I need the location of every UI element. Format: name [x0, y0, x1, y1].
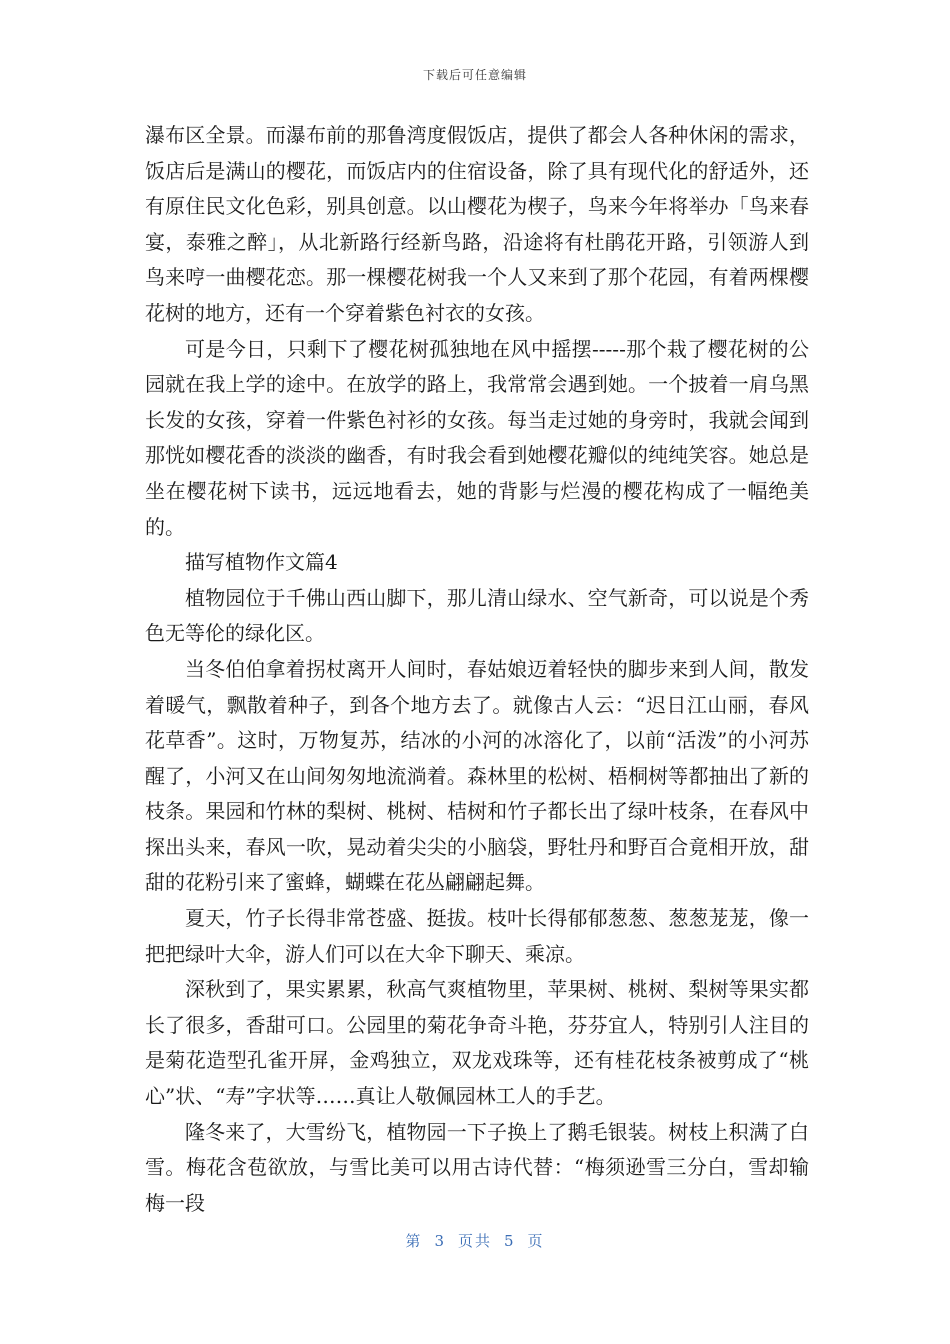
- paragraph: 隆冬来了，大雪纷飞，植物园一下子换上了鹅毛银装。树枝上积满了白雪。梅花含苞欲放，与雪比美可以用古诗代替：“梅须逊雪三分白，雪却输梅一段: [145, 1119, 809, 1215]
- current-page-number: 3: [434, 1232, 446, 1250]
- footer-prefix: 第: [405, 1232, 423, 1250]
- section-heading: 描写植物作文篇4: [185, 550, 338, 575]
- header-text: 下载后可任意编辑: [422, 68, 527, 82]
- footer-suffix: 页: [527, 1232, 545, 1250]
- document-body: [145, 118, 809, 1221]
- paragraph: 瀑布区全景。而瀑布前的那鲁湾度假饭店，提供了都会人各种休闲的需求，饭店后是满山的樱花，而饭店内的住宿设备，除了具有现代化的舒适外，还有原住民文化色彩，别具创意。以山樱花为楔子，鸟来今年将举办「鸟来春宴，泰雅之醉」，从北新路行经新鸟路，沿途将有杜鹃花开路，引领游人到鸟来哼一曲樱花恋。那一棵樱花树我一个人又来到了那个花园，有着两棵樱花树的地方，还有一个穿着紫色衬衣的女孩。: [145, 123, 809, 325]
- footer-middle: 页共: [457, 1232, 492, 1250]
- paragraph: 夏天，竹子长得非常苍盛、挺拔。枝叶长得郁郁葱葱、葱葱茏茏，像一把把绿叶大伞，游人们可以在大伞下聊天、乘凉。: [145, 906, 809, 966]
- total-pages-number: 5: [504, 1232, 516, 1250]
- paragraph: 当冬伯伯拿着拐杖离开人间时，春姑娘迈着轻快的脚步来到人间，散发着暖气，飘散着种子，到各个地方去了。就像古人云：“迟日江山丽，春风花草香”。这时，万物复苏，结冰的小河的冰溶化了，以前“活泼”的小河苏醒了，小河又在山间匆匆地流淌着。森林里的松树、梧桐树等都抽出了新的枝条。果园和竹林的梨树、桃树、桔树和竹子都长出了绿叶枝条，在春风中探出头来，春风一吹，晃动着尖尖的小脑袋，野牡丹和野百合竟相开放，甜甜的花粉引来了蜜蜂，蝴蝶在花丛翩翩起舞。: [145, 656, 809, 895]
- paragraph: 植物园位于千佛山西山脚下，那儿清山绿水、空气新奇，可以说是个秀色无等伦的绿化区。: [145, 585, 809, 646]
- page-footer: [0, 1230, 950, 1251]
- paragraph: 深秋到了，果实累累，秋高气爽植物里，苹果树、桃树、梨树等果实都长了很多，香甜可口。公园里的菊花争奇斗艳，芬芬宜人，特别引人注目的是菊花造型孔雀开屏，金鸡独立，双龙戏珠等，还有桂花枝条被剪成了“桃心”状、“寿”字状等……真让人敬佩园林工人的手艺。: [145, 977, 809, 1109]
- page-header: [0, 66, 950, 83]
- paragraph: 可是今日，只剩下了樱花树孤独地在风中摇摆-----那个栽了樱花树的公园就在我上学的途中。在放学的路上，我常常会遇到她。一个披着一肩乌黑长发的女孩，穿着一件紫色衬衫的女孩。每当走过她的身旁时，我就会闻到那恍如樱花香的淡淡的幽香，有时我会看到她樱花瓣似的纯纯笑容。她总是坐在樱花树下读书，远远地看去，她的背影与烂漫的樱花构成了一幅绝美的。: [145, 336, 809, 539]
